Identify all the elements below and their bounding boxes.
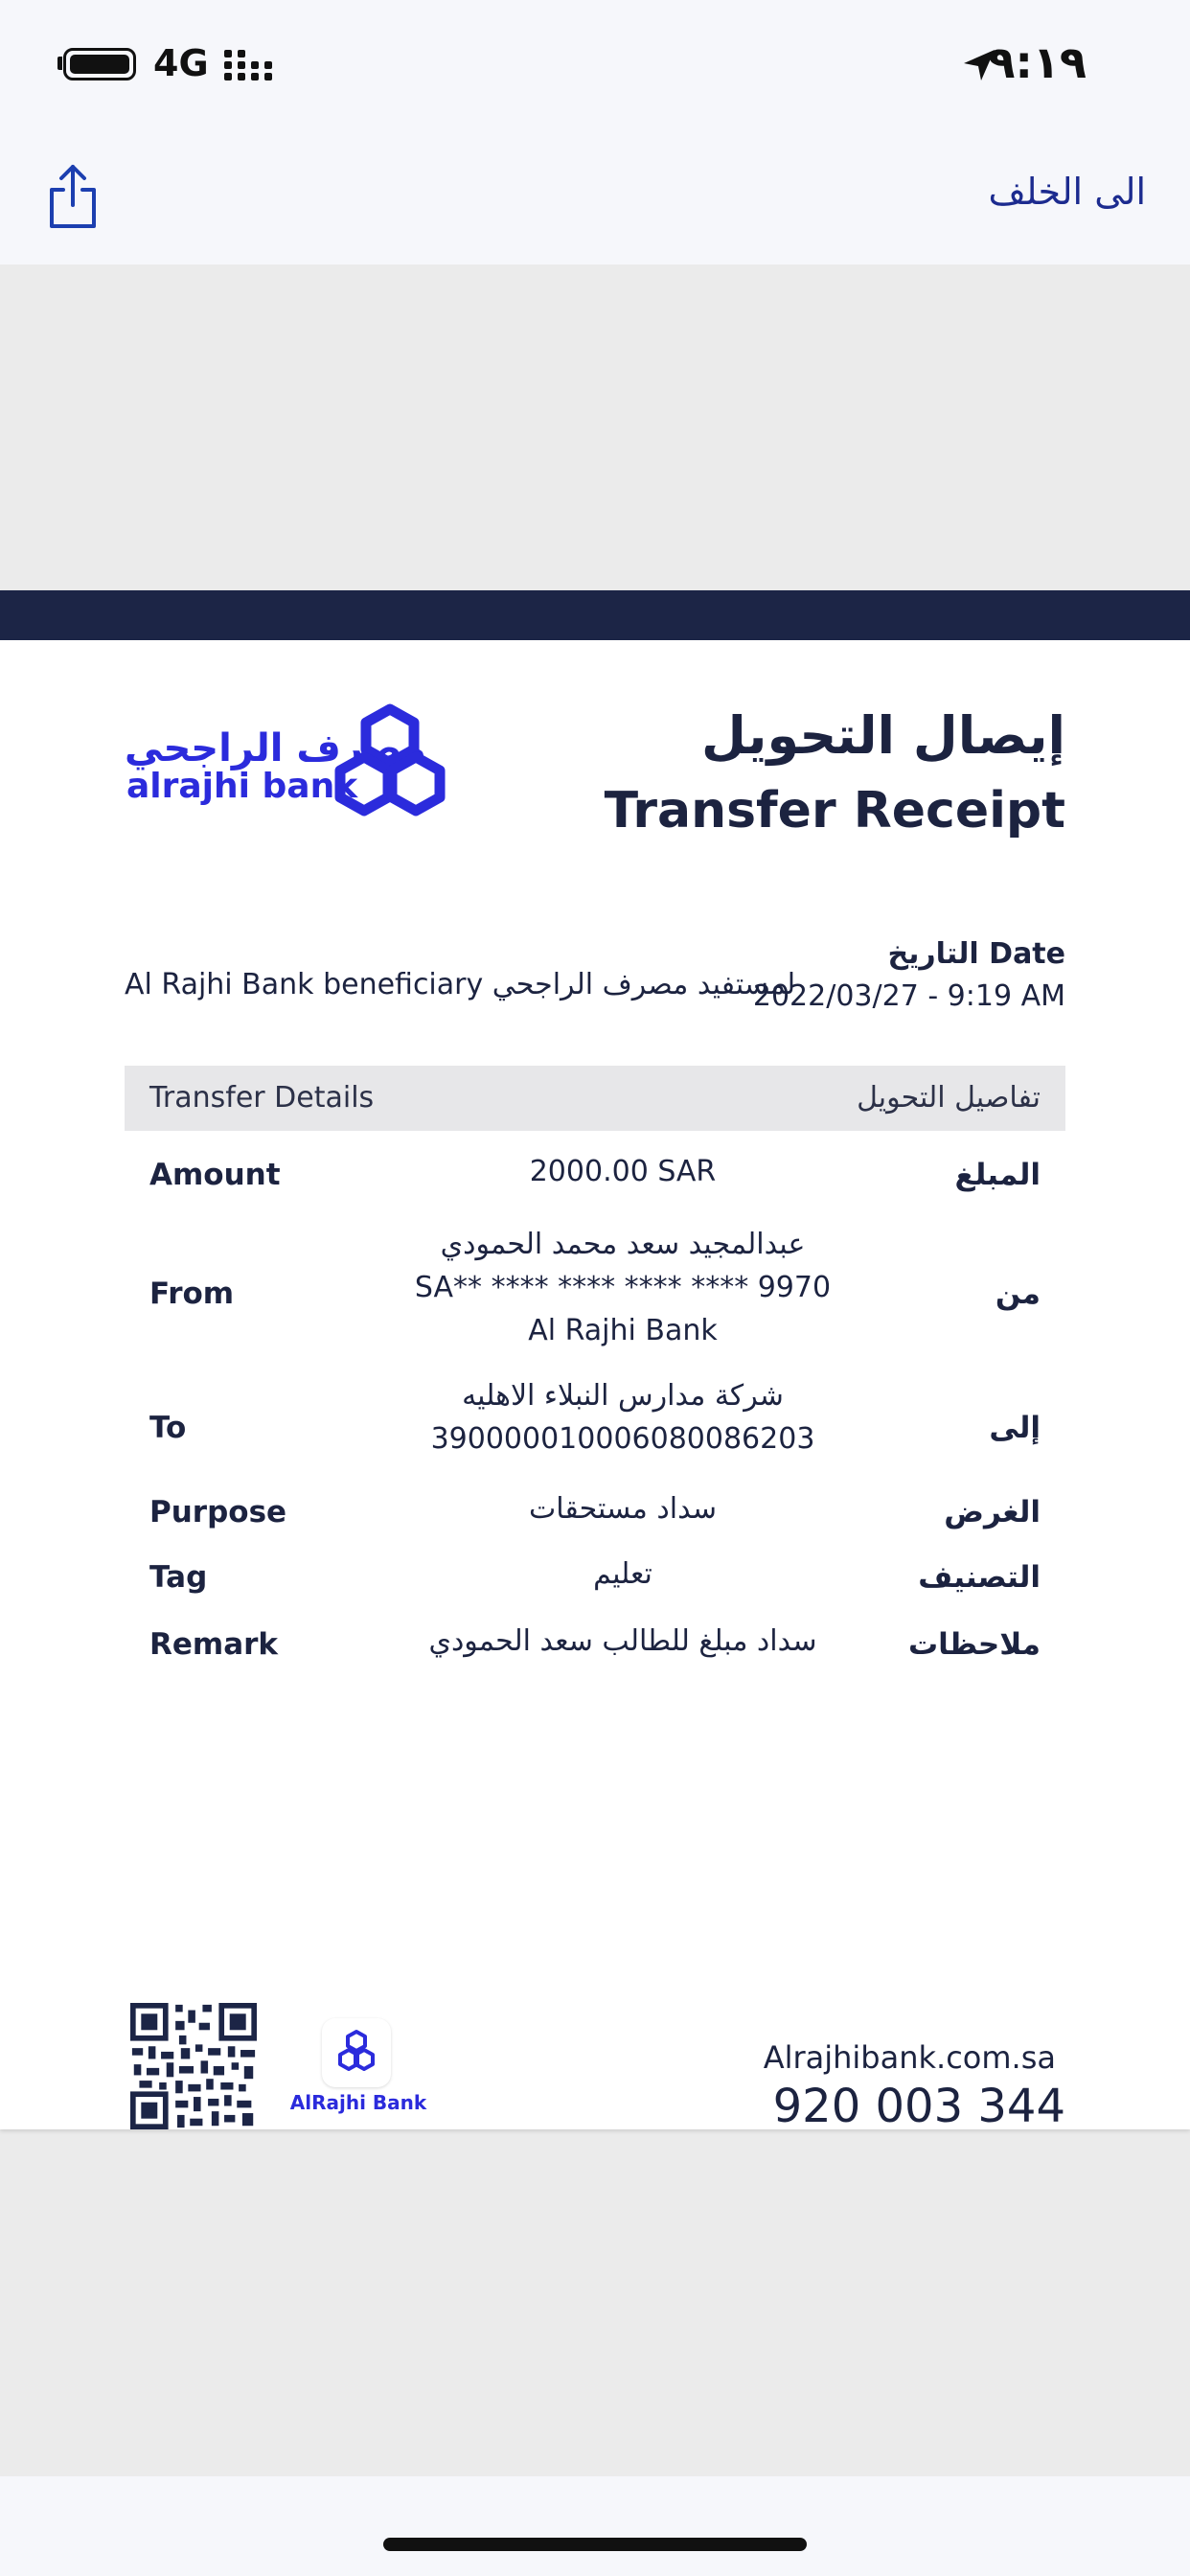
app-logo [322,2018,391,2087]
transfer-details-header [125,1066,1065,1131]
to-row [125,1374,1065,1466]
amount-row [125,1150,1065,1208]
receipt-header-band [0,590,1190,640]
details-header-en: Transfer Details [149,1081,375,1115]
purpose-label-en: Purpose [149,1495,287,1530]
signal-icon [222,48,276,82]
receipt-title-en: Transfer Receipt [604,782,1065,840]
bank-website: Alrajhibank.com.sa [763,2039,1056,2076]
from-account: SA** **** **** **** **** 9970 [414,1271,832,1304]
nav-bar [0,134,1190,264]
purpose-value [316,1487,929,1530]
purpose-value-text: سداد مستحقات [529,1492,717,1526]
from-label-ar: من [995,1276,1041,1311]
back-button[interactable]: الى الخلف [988,171,1146,213]
transfer-receipt [0,590,1190,2133]
from-value [316,1223,929,1352]
tag-label-en: Tag [149,1560,208,1595]
beneficiary-type: Al Rajhi Bank beneficiary لمستفيد مصرف الراجحي [125,968,796,1001]
remark-label-en: Remark [149,1627,279,1662]
from-label-en: From [149,1276,235,1311]
to-label-ar: إلى [989,1411,1041,1445]
to-account: 390000010006080086203 [430,1422,815,1456]
amount-label-ar: المبلغ [954,1158,1041,1192]
to-value [316,1374,929,1460]
home-indicator[interactable] [383,2538,807,2551]
tag-value [316,1552,929,1596]
top-bar [0,0,1190,264]
tag-value-text: تعليم [593,1557,652,1591]
to-label-en: To [149,1411,187,1445]
remark-row [125,1620,1065,1677]
remark-label-ar: ملاحظات [907,1627,1041,1662]
from-row [125,1223,1065,1357]
date-label: التاريخ Date [887,937,1065,971]
date-value: 2022/03/27 - 9:19 AM [752,979,1065,1013]
bottom-bar [0,2476,1190,2576]
status-bar [0,0,1190,134]
network-type: 4G [153,42,209,84]
tag-row [125,1552,1065,1610]
battery-tip [57,57,62,70]
bank-logo-name-ar: مصرف الراجحي [125,726,426,770]
alrajhi-app-logo-icon [322,2018,391,2087]
bank-logo-name-en: alrajhi bank [126,767,358,806]
remark-value [316,1620,929,1663]
from-bank: Al Rajhi Bank [528,1314,718,1347]
purpose-row [125,1487,1065,1545]
amount-value-text: 2000.00 SAR [529,1155,717,1188]
from-name: عبدالمجيد سعد محمد الحمودي [440,1228,806,1261]
bank-phone: 920 003 344 [772,2080,1065,2133]
details-header-ar: تفاصيل التحويل [857,1081,1041,1115]
tag-label-ar: التصنيف [918,1560,1041,1595]
remark-value-text: سداد مبلغ للطالب سعد الحمودي [428,1624,817,1658]
amount-label-en: Amount [149,1158,281,1192]
battery-icon [63,48,136,80]
purpose-label-ar: الغرض [944,1495,1041,1530]
share-icon[interactable] [44,163,102,230]
status-time: ٩:١٩ [988,36,1087,88]
alrajhi-logo-icon [326,702,454,826]
amount-value [316,1150,929,1193]
receipt-title-ar: إيصال التحويل [700,705,1065,766]
qr-code [126,2003,261,2129]
app-logo-label: AlRajhi Bank [289,2091,427,2114]
to-name: شركة مدارس النبلاء الاهليه [462,1379,784,1413]
